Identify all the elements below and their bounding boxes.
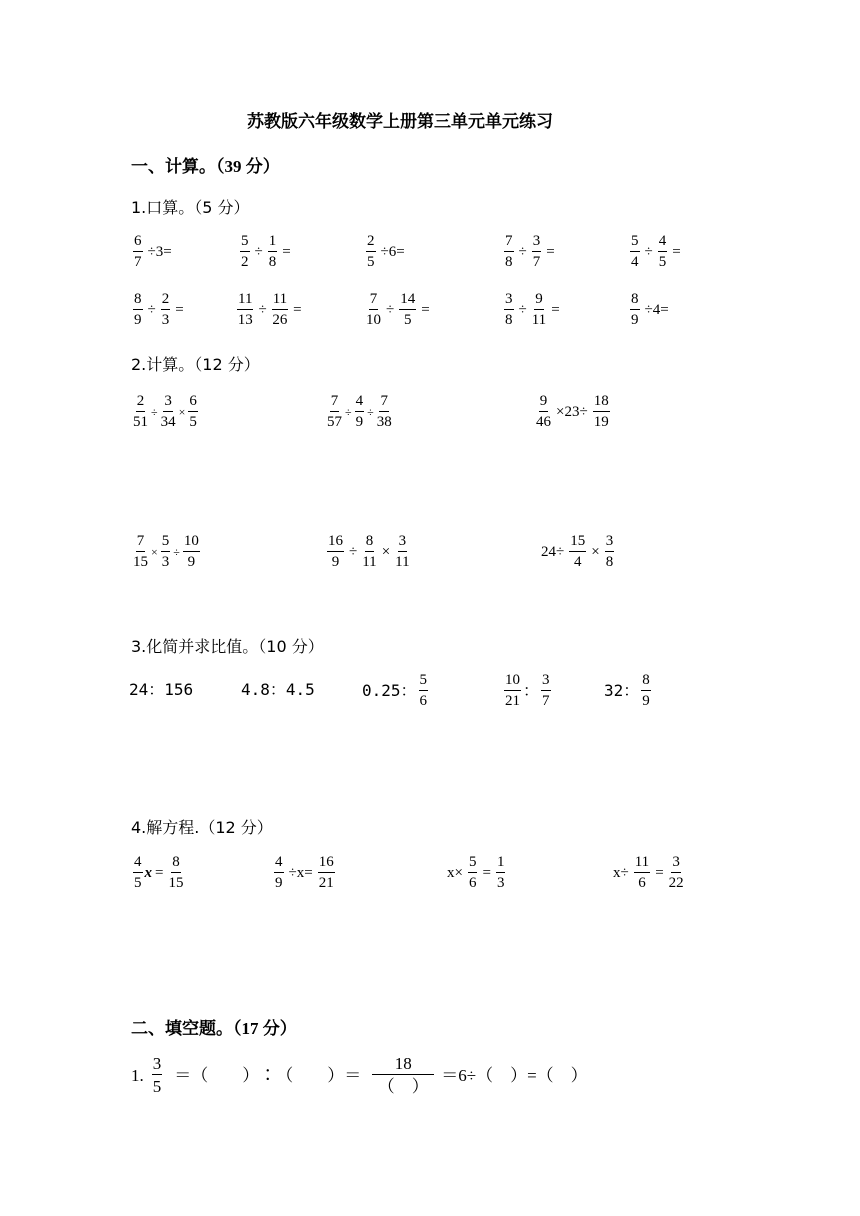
denominator: 7	[542, 693, 550, 709]
denominator: 22	[668, 875, 684, 891]
operator: ×	[381, 543, 391, 560]
fraction	[318, 855, 335, 891]
operator: =	[175, 301, 184, 318]
numerator: 4	[133, 855, 143, 873]
denominator: 7	[134, 254, 142, 270]
numerator: 6	[133, 234, 143, 252]
operator: x×	[447, 864, 463, 881]
denominator: 6	[638, 875, 646, 891]
fraction	[161, 292, 171, 328]
fraction	[634, 855, 650, 891]
fraction	[569, 534, 586, 570]
numerator: 16	[318, 855, 335, 873]
fraction	[468, 855, 478, 891]
denominator-blank: （ ）	[377, 1077, 429, 1096]
numerator: 5	[240, 234, 250, 252]
numerator: 3	[398, 534, 408, 552]
operator: =	[551, 301, 560, 318]
expression	[131, 855, 185, 891]
section-1-heading: 一、计算。（39 分）	[131, 157, 280, 176]
numerator: 3	[152, 1054, 162, 1073]
denominator: 5	[658, 254, 667, 270]
denominator: 6	[468, 875, 477, 891]
numerator: 1	[268, 234, 278, 252]
fill-question-1	[131, 1055, 588, 1095]
numerator: 18	[372, 1055, 434, 1075]
expression	[364, 234, 408, 270]
denominator: 21	[505, 693, 520, 709]
denominator: 11	[395, 554, 410, 570]
fraction	[419, 673, 429, 709]
operator: ÷	[147, 301, 156, 318]
numerator: 8	[630, 292, 640, 310]
fraction	[504, 673, 521, 709]
fraction	[161, 534, 171, 570]
ratio-text: 0.25：	[362, 681, 417, 700]
numerator: 2	[161, 292, 171, 310]
numerator: 3	[541, 673, 551, 691]
fill-part-2: ＝6÷（ ）=（ ）	[441, 1065, 588, 1085]
numerator: 11	[634, 855, 650, 873]
denominator: 9	[642, 693, 650, 709]
operator: ÷	[151, 405, 158, 419]
numerator: 2	[136, 394, 146, 412]
denominator: 34	[160, 414, 176, 430]
fraction	[536, 394, 551, 430]
operator: ÷	[518, 243, 527, 260]
fraction	[362, 534, 376, 570]
denominator: 10	[366, 312, 381, 328]
expression	[502, 234, 558, 270]
fraction	[532, 234, 542, 270]
fraction	[240, 234, 250, 270]
denominator: 9	[631, 312, 639, 328]
numerator: 4	[274, 855, 284, 873]
fraction	[496, 855, 506, 891]
numerator: 5	[161, 534, 171, 552]
expression	[129, 682, 193, 698]
operator: =	[282, 243, 291, 260]
fraction	[641, 673, 651, 709]
fraction	[366, 234, 376, 270]
page-title: 苏教版六年级数学上册第三单元单元练习	[247, 112, 553, 131]
denominator: 15	[168, 875, 184, 891]
numerator: 11	[237, 292, 253, 310]
fraction	[133, 292, 143, 328]
ratio-text: 24：156	[129, 680, 194, 699]
operator: ÷	[254, 243, 263, 260]
fraction	[237, 292, 253, 328]
denominator: 26	[272, 312, 288, 328]
expression	[502, 673, 553, 709]
expression	[364, 292, 433, 328]
fraction	[541, 673, 551, 709]
fraction-blank	[373, 1055, 433, 1095]
denominator: 9	[355, 414, 364, 430]
fraction	[630, 292, 640, 328]
denominator: 6	[419, 693, 428, 709]
operator: 24÷	[541, 543, 565, 560]
operator: =	[293, 301, 302, 318]
numerator: 18	[593, 394, 610, 412]
fraction	[133, 855, 143, 891]
section-2-heading: 二、填空题。（17 分）	[131, 1019, 297, 1038]
fraction	[532, 292, 546, 328]
expression	[538, 534, 616, 570]
numerator: 15	[569, 534, 586, 552]
expression	[325, 394, 394, 430]
expression	[362, 673, 430, 709]
expression	[238, 234, 294, 270]
numerator: 9	[539, 394, 549, 412]
operator: =	[482, 864, 491, 881]
numerator: 7	[330, 394, 340, 412]
numerator: 3	[163, 394, 173, 412]
fraction	[274, 855, 284, 891]
fraction	[188, 394, 198, 430]
variable: x	[144, 864, 152, 881]
denominator: 8	[605, 554, 614, 570]
denominator: 5	[367, 254, 375, 270]
fraction	[395, 534, 409, 570]
expression	[131, 534, 202, 570]
numerator: 4	[355, 394, 365, 412]
fraction	[183, 534, 200, 570]
fraction	[133, 394, 148, 430]
denominator: 3	[496, 875, 505, 891]
fraction	[366, 292, 381, 328]
numerator: 14	[399, 292, 416, 310]
operator: ÷	[367, 405, 374, 419]
denominator: 15	[133, 554, 148, 570]
operator: =	[546, 243, 555, 260]
expression	[628, 234, 684, 270]
numerator: 5	[419, 673, 429, 691]
operator: ÷	[386, 301, 395, 318]
fraction	[593, 394, 610, 430]
fill-prefix: 1.	[131, 1065, 144, 1085]
operator: ÷	[173, 545, 180, 559]
denominator: 5	[152, 1077, 162, 1096]
fraction	[504, 292, 514, 328]
denominator: 21	[318, 875, 334, 891]
numerator: 3	[671, 855, 681, 873]
operator: ÷4=	[644, 301, 669, 318]
fraction	[504, 234, 514, 270]
fraction	[161, 394, 176, 430]
denominator: 9	[134, 312, 142, 328]
ratio-text: 32：	[604, 681, 640, 700]
expression	[131, 292, 187, 328]
operator: ÷	[518, 301, 527, 318]
numerator: 6	[188, 394, 198, 412]
numerator: 7	[369, 292, 379, 310]
operator: =	[421, 301, 430, 318]
numerator: 10	[504, 673, 521, 691]
operator: ÷6=	[380, 243, 405, 260]
numerator: 5	[630, 234, 640, 252]
numerator: 3	[504, 292, 514, 310]
denominator: 2	[241, 254, 249, 270]
ratio-text: 4.8：4.5	[241, 680, 315, 699]
denominator: 3	[161, 312, 170, 328]
expression	[235, 292, 305, 328]
denominator: 4	[573, 554, 582, 570]
numerator: 8	[641, 673, 651, 691]
operator: ×	[591, 543, 600, 560]
denominator: 8	[505, 254, 513, 270]
q1-label: 1.口算。（5 分）	[131, 198, 250, 217]
fraction	[669, 855, 684, 891]
denominator: 38	[376, 414, 392, 430]
numerator: 16	[327, 534, 344, 552]
numerator: 8	[365, 534, 375, 552]
expression	[444, 855, 507, 891]
denominator: 7	[532, 254, 541, 270]
numerator: 7	[504, 234, 514, 252]
denominator: 51	[133, 414, 148, 430]
numerator: 2	[366, 234, 376, 252]
denominator: 4	[631, 254, 639, 270]
denominator: 3	[161, 554, 170, 570]
fraction	[327, 394, 342, 430]
operator: ×23÷	[556, 403, 588, 420]
operator: ×	[178, 405, 186, 419]
numerator: 7	[136, 534, 146, 552]
numerator: 3	[605, 534, 615, 552]
numerator: 10	[183, 534, 200, 552]
fraction	[605, 534, 615, 570]
numerator: 8	[171, 855, 181, 873]
q3-label: 3.化简并求比值。（10 分）	[131, 637, 324, 656]
denominator: 9	[187, 554, 196, 570]
denominator: 19	[593, 414, 609, 430]
denominator: 13	[237, 312, 253, 328]
expression	[604, 673, 653, 709]
denominator: 57	[327, 414, 342, 430]
fraction	[658, 234, 668, 270]
operator: ÷	[258, 301, 267, 318]
denominator: 46	[536, 414, 551, 430]
expression	[610, 855, 686, 891]
operator: ÷	[644, 243, 653, 260]
operator: x÷	[613, 864, 629, 881]
expression	[241, 682, 315, 698]
fraction	[630, 234, 640, 270]
numerator: 7	[379, 394, 389, 412]
operator: ×	[151, 545, 158, 559]
denominator: 11	[362, 554, 377, 570]
expression	[628, 292, 672, 328]
operator: ÷x=	[288, 864, 313, 881]
fraction	[377, 394, 392, 430]
fraction	[152, 1055, 163, 1095]
denominator: 8	[268, 254, 277, 270]
expression	[272, 855, 337, 891]
fraction	[399, 292, 416, 328]
fraction	[268, 234, 278, 270]
numerator: 1	[496, 855, 506, 873]
fill-part-1: ＝（ ）∶（ ）＝	[174, 1065, 362, 1085]
fraction	[272, 292, 288, 328]
ratio-text: ：	[523, 681, 540, 700]
expression	[534, 394, 612, 430]
operator: ÷3=	[147, 243, 172, 260]
operator: ÷	[349, 543, 358, 560]
denominator: 5	[189, 414, 197, 430]
operator: =	[672, 243, 681, 260]
expression	[502, 292, 563, 328]
numerator: 4	[658, 234, 668, 252]
denominator: 8	[505, 312, 513, 328]
numerator: 9	[534, 292, 544, 310]
fraction	[133, 234, 143, 270]
denominator: 9	[275, 875, 283, 891]
denominator: 5	[134, 875, 142, 891]
denominator: 9	[331, 554, 340, 570]
q4-label: 4.解方程.（12 分）	[131, 818, 273, 837]
denominator: 11	[531, 312, 547, 328]
operator: =	[155, 864, 164, 881]
expression	[131, 234, 175, 270]
numerator: 8	[133, 292, 143, 310]
denominator: 5	[403, 312, 412, 328]
expression	[131, 394, 200, 430]
fraction	[327, 534, 344, 570]
fraction	[168, 855, 183, 891]
expression	[325, 534, 412, 570]
fraction	[355, 394, 365, 430]
fraction	[133, 534, 148, 570]
numerator: 3	[532, 234, 542, 252]
q2-label: 2.计算。（12 分）	[131, 355, 260, 374]
operator: ÷	[345, 405, 352, 419]
numerator: 11	[272, 292, 288, 310]
numerator: 5	[468, 855, 478, 873]
operator: =	[655, 864, 664, 881]
